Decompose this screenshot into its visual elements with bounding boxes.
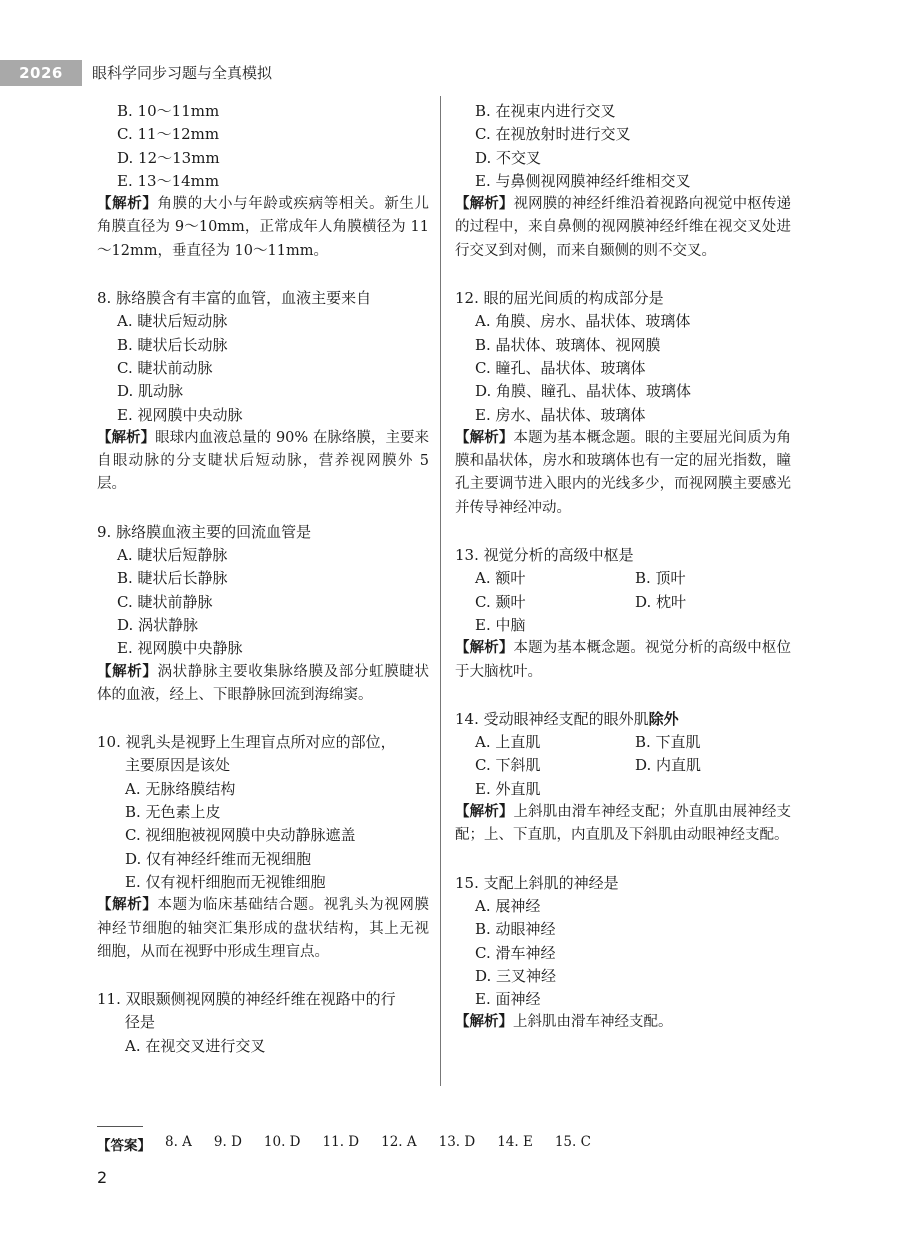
analysis-text: 视网膜的神经纤维沿着视路向视觉中枢传递的过程中，来自鼻侧的视网膜神经纤维在视交叉处进行交叉到对侧，而来自颞侧的则不交叉。: [455, 196, 792, 259]
option-row: [455, 567, 791, 590]
book-title: 眼科学同步习题与全真模拟: [92, 64, 273, 82]
option: D. 仅有神经纤维而无视细胞: [125, 849, 312, 868]
option: E. 中脑: [475, 615, 526, 634]
option: E. 视网膜中央静脉: [117, 639, 243, 658]
option: B. 下直肌: [635, 733, 701, 752]
question-9: [97, 521, 429, 707]
option: B. 晶状体、玻璃体、视网膜: [475, 335, 661, 354]
analysis-tag: 【解析】: [455, 1014, 513, 1031]
answer-item: 15. C: [554, 1134, 591, 1150]
answer-item: 12. A: [381, 1134, 417, 1150]
option: E. 与鼻侧视网膜神经纤维相交叉: [475, 171, 691, 190]
option: A. 角膜、房水、晶状体、玻璃体: [475, 312, 691, 331]
answer-item: 8. A: [165, 1134, 192, 1150]
option-row: [455, 754, 791, 777]
analysis: [455, 637, 791, 684]
question-stem: 12. 眼的屈光间质的构成部分是: [455, 289, 664, 308]
question-stem-emphasis: 除外: [648, 709, 679, 728]
question-stem: 13. 视觉分析的高级中枢是: [455, 546, 634, 565]
option: D. 三叉神经: [475, 966, 557, 985]
question-8: [97, 287, 429, 497]
question-stem: 10. 视乳头是视野上生理盲点所对应的部位，: [97, 733, 396, 752]
analysis: [97, 427, 429, 497]
answer-key-label: 【答案】: [97, 1138, 151, 1154]
option: A. 展神经: [475, 896, 541, 915]
page-number: 2: [97, 1168, 108, 1187]
header-year: 2026: [19, 64, 63, 82]
option: B. 顶叶: [635, 569, 686, 588]
question-stem: 8. 脉络膜含有丰富的血管，血液主要来自: [97, 289, 372, 308]
analysis-text: 涡状静脉主要收集脉络膜及部分虹膜睫状体的血液，经上、下眼静脉回流到海绵窦。: [97, 663, 430, 703]
analysis-text: 本题为基本概念题。视觉分析的高级中枢位于大脑枕叶。: [455, 640, 792, 680]
question-7-tail: [97, 100, 429, 263]
question-11-tail: [455, 100, 791, 263]
question-stem-cont: 主要原因是该处: [125, 756, 231, 775]
answers-rule: [97, 1126, 143, 1127]
option: A. 在视交叉进行交叉: [125, 1036, 266, 1055]
question-10: [97, 731, 429, 964]
question-stem: 9. 脉络膜血液主要的回流血管是: [97, 522, 312, 541]
option: C. 睫状前动脉: [117, 358, 213, 377]
analysis-tag: 【解析】: [455, 196, 514, 213]
question-13: [455, 544, 791, 684]
option: C. 睫状前静脉: [117, 592, 213, 611]
option-row: [455, 591, 791, 614]
option: E. 仅有视杆细胞而无视锥细胞: [125, 872, 326, 891]
option: D. 不交叉: [475, 148, 542, 167]
question-stem: 15. 支配上斜肌的神经是: [455, 873, 619, 892]
right-column: [455, 100, 791, 1035]
analysis-text: 上斜肌由滑车神经支配。: [513, 1014, 673, 1031]
analysis-text: 本题为基本概念题。眼的主要屈光间质为角膜和晶状体，房水和玻璃体也有一定的屈光指数，瞳孔主要调节进入眼内的光线多少，而视网膜主要感光并传导神经冲动。: [455, 429, 792, 516]
answer-item: 10. D: [263, 1134, 301, 1150]
column-divider: [440, 96, 441, 1086]
analysis-tag: 【解析】: [97, 196, 158, 213]
option: A. 上直肌: [475, 733, 541, 752]
option: D. 肌动脉: [117, 382, 184, 401]
option: E. 房水、晶状体、玻璃体: [475, 405, 646, 424]
analysis-tag: 【解析】: [455, 804, 514, 821]
option: C. 颞叶: [475, 592, 526, 611]
analysis: [455, 193, 791, 263]
answer-key: [97, 1134, 613, 1154]
option: C. 视细胞被视网膜中央动静脉遮盖: [125, 826, 356, 845]
option: A. 睫状后短动脉: [117, 312, 228, 331]
option: C. 瞳孔、晶状体、玻璃体: [475, 358, 646, 377]
analysis: [455, 1011, 791, 1034]
question-11: [97, 988, 429, 1058]
option: C. 在视放射时进行交叉: [475, 125, 631, 144]
option: D. 角膜、瞳孔、晶状体、玻璃体: [475, 382, 692, 401]
analysis: [455, 801, 791, 848]
option: D. 涡状静脉: [117, 615, 199, 634]
answer-item: 9. D: [213, 1134, 242, 1150]
analysis-text: 眼球内血液总量的 90% 在脉络膜，主要来自眼动脉的分支睫状后短动脉，营养视网膜外 5 层。: [97, 429, 429, 493]
question-stem-cont: 径是: [125, 1013, 156, 1032]
analysis-tag: 【解析】: [455, 640, 514, 657]
analysis-text: 角膜的大小与年龄或疾病等相关。新生儿角膜直径为 9～10mm，正常成年人角膜横径为 11～12mm，垂直径为 10～11mm。: [97, 196, 430, 259]
option: E. 13～14mm: [117, 171, 220, 190]
option: B. 动眼神经: [475, 920, 556, 939]
question-stem: 11. 双眼颞侧视网膜的神经纤维在视路中的行: [97, 990, 396, 1009]
option: B. 睫状后长静脉: [117, 569, 228, 588]
analysis: [455, 427, 791, 520]
left-column: [97, 100, 429, 1058]
option: E. 视网膜中央动脉: [117, 405, 243, 424]
question-stem: [455, 708, 791, 731]
option: B. 睫状后长动脉: [117, 335, 228, 354]
analysis: [97, 193, 429, 263]
answer-item: 11. D: [322, 1134, 360, 1150]
analysis: [97, 661, 429, 708]
option: C. 下斜肌: [475, 756, 541, 775]
option: B. 10～11mm: [117, 102, 220, 120]
option: A. 额叶: [475, 569, 526, 588]
question-14: [455, 708, 791, 848]
analysis-tag: 【解析】: [97, 663, 158, 680]
option: C. 11～12mm: [117, 125, 220, 144]
question-15: [455, 872, 791, 1035]
option: E. 面神经: [475, 990, 541, 1009]
option: C. 滑车神经: [475, 943, 556, 962]
option: E. 外直肌: [475, 779, 541, 798]
analysis-text: 本题为临床基础结合题。视乳头为视网膜神经节细胞的轴突汇集形成的盘状结构，其上无视细胞，从而在视野中形成生理盲点。: [97, 897, 430, 960]
analysis: [97, 894, 429, 964]
analysis-tag: 【解析】: [97, 897, 158, 914]
question-12: [455, 287, 791, 520]
analysis-tag: 【解析】: [97, 429, 156, 446]
analysis-tag: 【解析】: [455, 429, 514, 446]
analysis-text: 上斜肌由滑车神经支配；外直肌由展神经支配；上、下直肌，内直肌及下斜肌由动眼神经支配。: [455, 804, 792, 844]
option: A. 睫状后短静脉: [117, 546, 228, 565]
option-row: [455, 731, 791, 754]
option: B. 在视束内进行交叉: [475, 102, 616, 120]
option: A. 无脉络膜结构: [125, 779, 236, 798]
answer-item: 14. E: [497, 1134, 533, 1150]
option: D. 12～13mm: [117, 148, 220, 167]
answer-item: 13. D: [438, 1134, 476, 1150]
option: D. 内直肌: [635, 756, 702, 775]
option: B. 无色素上皮: [125, 803, 221, 822]
question-stem-text: 14. 受动眼神经支配的眼外肌: [455, 709, 649, 728]
option: D. 枕叶: [635, 592, 687, 611]
